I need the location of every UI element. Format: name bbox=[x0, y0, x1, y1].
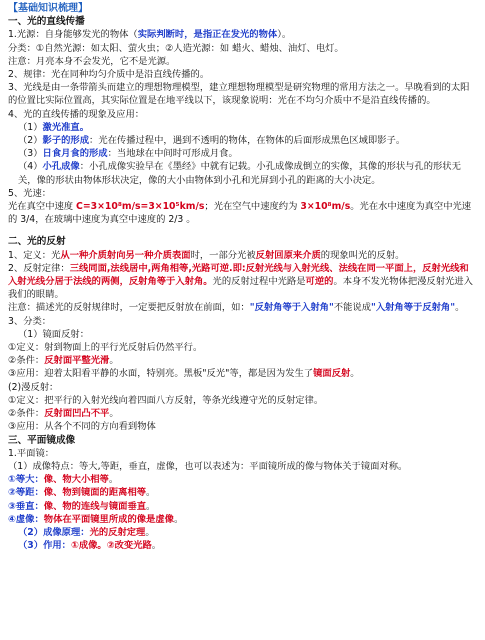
s1-a2b: 影子的形成 bbox=[42, 135, 90, 147]
s1-classification: 分类：①自然光源：如太阳、萤火虫；②人造光源：如 蜡火、蜡烛、油灯、电灯。 bbox=[8, 42, 344, 54]
s3-c1a: ①等大： bbox=[8, 474, 44, 486]
s1-a3b: 日食月食的形成 bbox=[42, 148, 108, 160]
s3-c1b: 像、物大小相等 bbox=[43, 474, 109, 486]
s1-speed-text bbox=[8, 200, 477, 226]
document-header: 【基础知识梳理】 bbox=[8, 3, 88, 14]
s1-app-shadow bbox=[8, 134, 477, 147]
s1-l1b: 实际判断时，是指正在发光的物体 bbox=[137, 29, 278, 41]
s2-l11b: 反射面凹凸不平 bbox=[44, 408, 110, 420]
s2-l3d: "入射角等于反射角" bbox=[371, 302, 456, 314]
s2-l3a: 注意：描述光的反射规律时，一定要把反射放在前面，如： bbox=[8, 302, 250, 314]
section-1-title: 一、光的直线传播 bbox=[8, 16, 85, 28]
s2-specular-application bbox=[8, 367, 477, 380]
s3-c3b: 像、物的连线与镜面垂直 bbox=[43, 500, 147, 512]
section-2-title: 二、光的反射 bbox=[8, 236, 66, 248]
s1-app-eclipse bbox=[8, 147, 477, 160]
s1-l1a: 1.光源：自身能够发光的物体（ bbox=[8, 29, 138, 41]
s2-l2d: 可逆的 bbox=[305, 276, 334, 288]
s2-l2b: 三线同面,法线居中,两角相等,光路可逆.即:反射光线与入射光线、法线在同一平面上，反射光线和入射光线分居于法线的两侧，反射角等于入射角。 bbox=[8, 262, 469, 288]
s3-c4a: ④虚像： bbox=[8, 513, 44, 525]
s1-a4b: 小孔成像 bbox=[42, 161, 80, 173]
s1-a2-label: （2） bbox=[18, 135, 43, 147]
s2-l3e: 。 bbox=[455, 302, 465, 314]
s3-l3b: 光的反射定理 bbox=[89, 526, 146, 538]
s1-a1-label: （1） bbox=[18, 121, 43, 133]
s2-l7c: 。 bbox=[109, 355, 119, 367]
s2-l1a: 1、定义：光 bbox=[8, 249, 61, 261]
s1-speed-heading: 5、光速： bbox=[8, 187, 52, 199]
s2-diffuse-condition bbox=[8, 407, 477, 420]
s2-l2c: 光的反射过程中光路是 bbox=[212, 276, 306, 288]
s3-function bbox=[8, 539, 477, 552]
section-3-title: 三、平面镜成像 bbox=[8, 434, 76, 446]
s2-l3b: "反射角等于入射角" bbox=[249, 302, 334, 314]
s1-a1: 激光准直。 bbox=[42, 121, 90, 133]
s2-l2e: 。本身不发光物体把漫反射光进入我们的眼睛。 bbox=[8, 276, 473, 301]
s2-classification: 3、分类： bbox=[8, 315, 52, 327]
s2-l8a: ③应用：迎着太阳看平静的水面，特别亮。黑板"反光"等，都是因为发生了 bbox=[8, 368, 314, 380]
s2-note bbox=[8, 301, 477, 314]
s1-l8e: 。光在水中速度为真空中光速的 3/4，在玻璃中速度为真空中速度的 2/3 。 bbox=[8, 201, 472, 226]
s1-l8a: 光在真空中速度 bbox=[8, 201, 77, 213]
s2-l3c: 不能说成 bbox=[333, 302, 371, 314]
s3-perpendicular bbox=[8, 500, 477, 513]
s1-l8d: 3×10⁸m/s bbox=[300, 201, 351, 213]
s3-c2b: 像、物到镜面的距离相等 bbox=[43, 487, 147, 499]
s2-definition bbox=[8, 249, 477, 262]
s3-c3c: 。 bbox=[146, 500, 156, 512]
s3-virtual-image bbox=[8, 513, 477, 526]
spacer bbox=[8, 226, 477, 235]
s3-equal-distance bbox=[8, 486, 477, 499]
s2-reflection-law bbox=[8, 262, 477, 302]
s3-l4a: （3）作用： bbox=[18, 540, 71, 552]
s3-c2a: ②等距： bbox=[8, 487, 44, 499]
s1-a4-label: （4） bbox=[18, 161, 43, 173]
s3-l4b: ①成像。②改变光路 bbox=[70, 540, 152, 552]
s3-c3a: ③垂直： bbox=[8, 500, 44, 512]
s2-l7a: ②条件： bbox=[8, 355, 45, 367]
s1-l8b: C=3×10⁸m/s=3×10⁵km/s bbox=[76, 201, 205, 213]
s1-a2r: ：光在传播过程中，遇到不透明的物体，在物体的后面形成黑色区域即影子。 bbox=[89, 135, 406, 147]
s1-app-pinhole bbox=[8, 160, 477, 186]
s2-l1d: 反射回原来介质 bbox=[255, 249, 321, 261]
s1-light-ray-model: 3、光线是由一条带箭头而建立的理想物理模型，建立理想物理模型是研究物理的常用方法之一。早晚看到的太阳的位置比实际位置高，其实际位置是在地平线以下，该现象说明：光在不均匀介质中不是沿直线传播的。 bbox=[8, 82, 470, 107]
s2-l7b: 反射面平整光滑 bbox=[44, 355, 110, 367]
s2-diffuse-application: ③应用：从各个不同的方向看到物体 bbox=[8, 421, 156, 433]
s1-rule: 2、规律：光在同种均匀介质中是沿直线传播的。 bbox=[8, 69, 210, 81]
s3-l3a: （2）成像原理： bbox=[18, 526, 90, 538]
s3-l3c: 。 bbox=[145, 526, 155, 538]
s2-l8b: 镜面反射 bbox=[313, 368, 351, 380]
s3-c1c: 。 bbox=[108, 474, 119, 486]
s3-l4c: 。 bbox=[151, 540, 162, 552]
s3-c4c: 。 bbox=[173, 513, 184, 525]
s1-a4r: ：小孔成像实验早在《墨经》中就有记载。小孔成像成倒立的实像，其像的形状与孔的形状无关，像的形状由物体形状决定，像的大小由物体到小孔和光屏到小孔的距离的大小决定。 bbox=[18, 161, 461, 186]
s2-l8c: 。 bbox=[350, 368, 360, 380]
s2-diffuse-definition: ①定义：把平行的入射光线向着四面八方反射，等条光线遵守光的反射定律。 bbox=[8, 394, 324, 406]
s1-a3-label: （3） bbox=[18, 148, 43, 160]
s3-c4b: 物体在平面镜里所成的像是虚像 bbox=[43, 513, 174, 525]
s2-specular-heading: （1）镜面反射： bbox=[18, 328, 89, 340]
s3-plane-mirror: 1.平面镜： bbox=[8, 447, 55, 459]
s2-l1b: 从一种介质射向另一种介质表面 bbox=[60, 249, 191, 261]
s2-specular-condition bbox=[8, 354, 477, 367]
s1-phenomena-heading: 4、光的直线传播的现象及应用： bbox=[8, 108, 145, 120]
s1-app-laser bbox=[8, 121, 477, 134]
s2-specular-definition: ①定义：射到物面上的平行光反射后仍然平行。 bbox=[8, 342, 203, 354]
s2-l11a: ②条件： bbox=[8, 408, 45, 420]
s1-note-moon: 注意：月亮本身不会发光，它不是光源。 bbox=[8, 55, 176, 67]
s3-c2c: 。 bbox=[146, 487, 156, 499]
s1-a3r: ：当地球在中间时可形成月食。 bbox=[107, 148, 238, 160]
s1-light-source bbox=[8, 28, 477, 41]
s2-l1c: 时，一部分光被 bbox=[190, 249, 256, 261]
s1-l1c: ）。 bbox=[277, 29, 292, 41]
s2-l11c: 。 bbox=[109, 408, 119, 420]
s2-l1e: 的现象叫光的反射。 bbox=[320, 249, 405, 261]
s3-equal-size bbox=[8, 473, 477, 486]
s2-l2a: 2、反射定律： bbox=[8, 262, 70, 274]
s3-features: （1）成像特点：等大,等距，垂直，虚像，也可以表述为：平面镜所成的像与物体关于镜面对称。 bbox=[8, 460, 408, 472]
s2-diffuse-heading: (2)漫反射： bbox=[8, 381, 59, 393]
s1-l8c: ；光在空气中速度约为 bbox=[204, 201, 301, 213]
s3-principle bbox=[8, 526, 477, 539]
